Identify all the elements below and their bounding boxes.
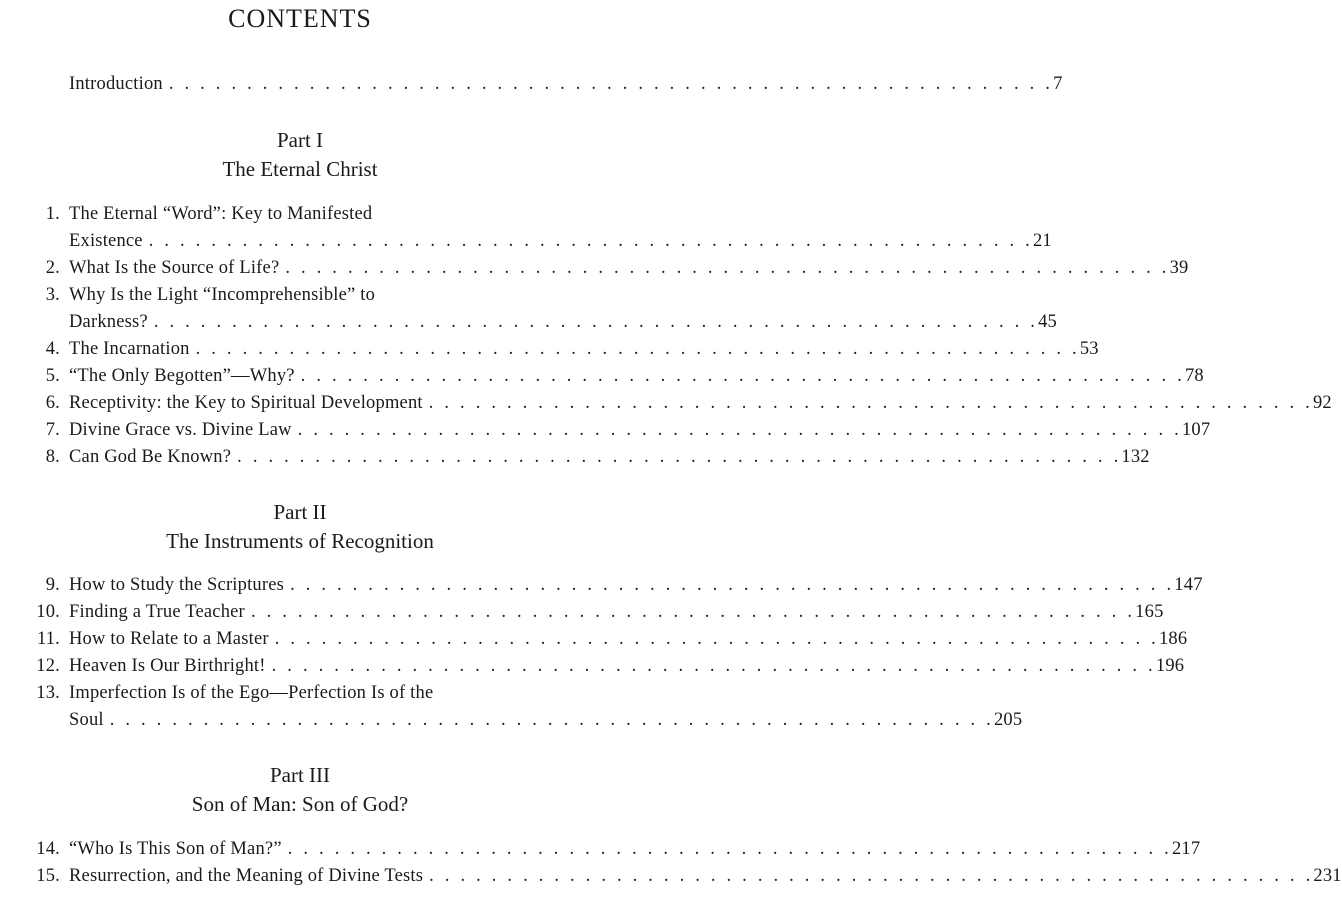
toc-entry [0,599,1164,626]
toc-entry [0,390,1332,417]
toc-entry [0,336,1099,363]
part-label: Part II [273,500,327,524]
entry-title: Resurrection, and the Meaning of Divine Tests [69,866,424,886]
chapter-number: 7. [45,420,60,440]
entry-title: Can God Be Known? [69,447,232,467]
toc-entry [0,417,1211,444]
toc-entry [0,653,1185,680]
chapter-number: 2. [45,258,60,278]
dot-leader: . . . . . . . . . . . . . . . . . . . . . . . . . . . . . . . . . . . . . . . . . . . . . . . . . . . . . . . . . [300,366,1185,386]
entry-title: Why Is the Light “Incomprehensible” to [69,285,376,305]
page-number: 45 [1038,312,1057,332]
page-number: 186 [1158,629,1188,649]
page-number: 217 [1171,839,1201,859]
entry-title: Receptivity: the Key to Spiritual Development [69,393,423,413]
chapter-number: 15. [36,866,60,886]
entry-title: “Who Is This Son of Man?” [69,839,282,859]
chapter-number: 1. [45,204,60,224]
entry-title: Heaven Is Our Birthright! [69,656,266,676]
entry-title-cont: Existence [69,231,143,251]
dot-leader: . . . . . . . . . . . . . . . . . . . . . . . . . . . . . . . . . . . . . . . . . . . . . . . . . . . . . . . . . [250,602,1136,622]
toc-entry-introduction [0,71,1063,98]
toc-entry [0,836,1201,863]
dot-leader: . . . . . . . . . . . . . . . . . . . . . . . . . . . . . . . . . . . . . . . . . . . . . . . . . . . . . . . . . [237,447,1122,467]
chapter-number: 11. [36,629,60,649]
page-number: 7 [1053,74,1063,94]
entry-title-cont: Darkness? [69,312,148,332]
dot-leader: . . . . . . . . . . . . . . . . . . . . . . . . . . . . . . . . . . . . . . . . . . . . . . . . . . . . . . . . . [290,575,1175,595]
page-number: 205 [993,710,1023,730]
dot-leader: . . . . . . . . . . . . . . . . . . . . . . . . . . . . . . . . . . . . . . . . . . . . . . . . . . . . . . . . . [153,312,1039,332]
dot-leader: . . . . . . . . . . . . . . . . . . . . . . . . . . . . . . . . . . . . . . . . . . . . . . . . . . . . . . . . . [195,339,1080,359]
chapter-number: 13. [36,683,60,703]
chapter-number: 3. [45,285,60,305]
dot-leader: . . . . . . . . . . . . . . . . . . . . . . . . . . . . . . . . . . . . . . . . . . . . . . . . . . . . . . . . . [148,231,1033,251]
toc-entry [0,363,1204,390]
part-label: Part III [269,763,331,787]
page-number: 231 [1313,866,1342,886]
page-title: CONTENTS [228,4,372,33]
toc-entry [0,863,1342,890]
toc-entry [0,255,1189,282]
page-number: 78 [1184,366,1204,386]
chapter-number: 12. [36,656,60,676]
dot-leader: . . . . . . . . . . . . . . . . . . . . . . . . . . . . . . . . . . . . . . . . . . . . . . . . . . . . . . . . . [271,656,1156,676]
entry-title: What Is the Source of Life? [69,258,280,278]
page-number: 165 [1135,602,1164,622]
page-number: 92 [1312,393,1332,413]
page-number: 196 [1155,656,1185,676]
part-title: Son of Man: Son of God? [191,792,409,816]
entry-title-cont: Soul [69,710,104,730]
entry-title: “The Only Begotten”—Why? [69,366,295,386]
toc-entry [0,282,1057,336]
entry-title: Imperfection Is of the Ego—Perfection Is of the [69,683,434,703]
dot-leader: . . . . . . . . . . . . . . . . . . . . . . . . . . . . . . . . . . . . . . . . . . . . . . . . . . . . . . . . . [274,629,1159,649]
chapter-number: 8. [45,447,60,467]
toc-entry [0,201,1052,255]
toc-entry [0,572,1203,599]
toc-entry [0,680,1023,734]
dot-leader: . . . . . . . . . . . . . . . . . . . . . . . . . . . . . . . . . . . . . . . . . . . . . . . . . . . . . . . . . [429,866,1314,886]
chapter-number: 9. [45,575,60,595]
chapter-number: 5. [45,366,60,386]
dot-leader: . . . . . . . . . . . . . . . . . . . . . . . . . . . . . . . . . . . . . . . . . . . . . . . . . . . . . . . . . [428,393,1313,413]
dot-leader: . . . . . . . . . . . . . . . . . . . . . . . . . . . . . . . . . . . . . . . . . . . . . . . . . . . . . . . . . [287,839,1172,859]
entry-title: How to Study the Scriptures [69,575,285,595]
entry-title: Finding a True Teacher [69,602,245,622]
part-label: Part I [276,128,324,152]
chapter-number: 6. [45,393,60,413]
toc-entry [0,444,1150,471]
entry-title: The Eternal “Word”: Key to Manifested [69,204,373,224]
page-number: 39 [1169,258,1189,278]
entry-title: Divine Grace vs. Divine Law [69,420,292,440]
dot-leader: . . . . . . . . . . . . . . . . . . . . . . . . . . . . . . . . . . . . . . . . . . . . . . . . . . . . . . . . . [285,258,1170,278]
page-number: 132 [1121,447,1150,467]
entry-title: Introduction [69,74,163,94]
page-number: 53 [1079,339,1099,359]
part-title: The Eternal Christ [222,157,378,181]
dot-leader: . . . . . . . . . . . . . . . . . . . . . . . . . . . . . . . . . . . . . . . . . . . . . . . . . . . . . . . . . [109,710,994,730]
page-number: 147 [1174,575,1203,595]
dot-leader: . . . . . . . . . . . . . . . . . . . . . . . . . . . . . . . . . . . . . . . . . . . . . . . . . . . . . . . . . [297,420,1182,440]
toc-entry [0,626,1188,653]
chapter-number: 10. [36,602,60,622]
chapter-number: 14. [36,839,60,859]
part-title: The Instruments of Recognition [166,529,434,553]
chapter-number: 4. [45,339,60,359]
dot-leader: . . . . . . . . . . . . . . . . . . . . . . . . . . . . . . . . . . . . . . . . . . . . . . . . . . . . . . . . . [168,74,1054,94]
page-number: 107 [1181,420,1211,440]
entry-title: How to Relate to a Master [69,629,269,649]
page-number: 21 [1032,231,1052,251]
entry-title: The Incarnation [69,339,190,359]
